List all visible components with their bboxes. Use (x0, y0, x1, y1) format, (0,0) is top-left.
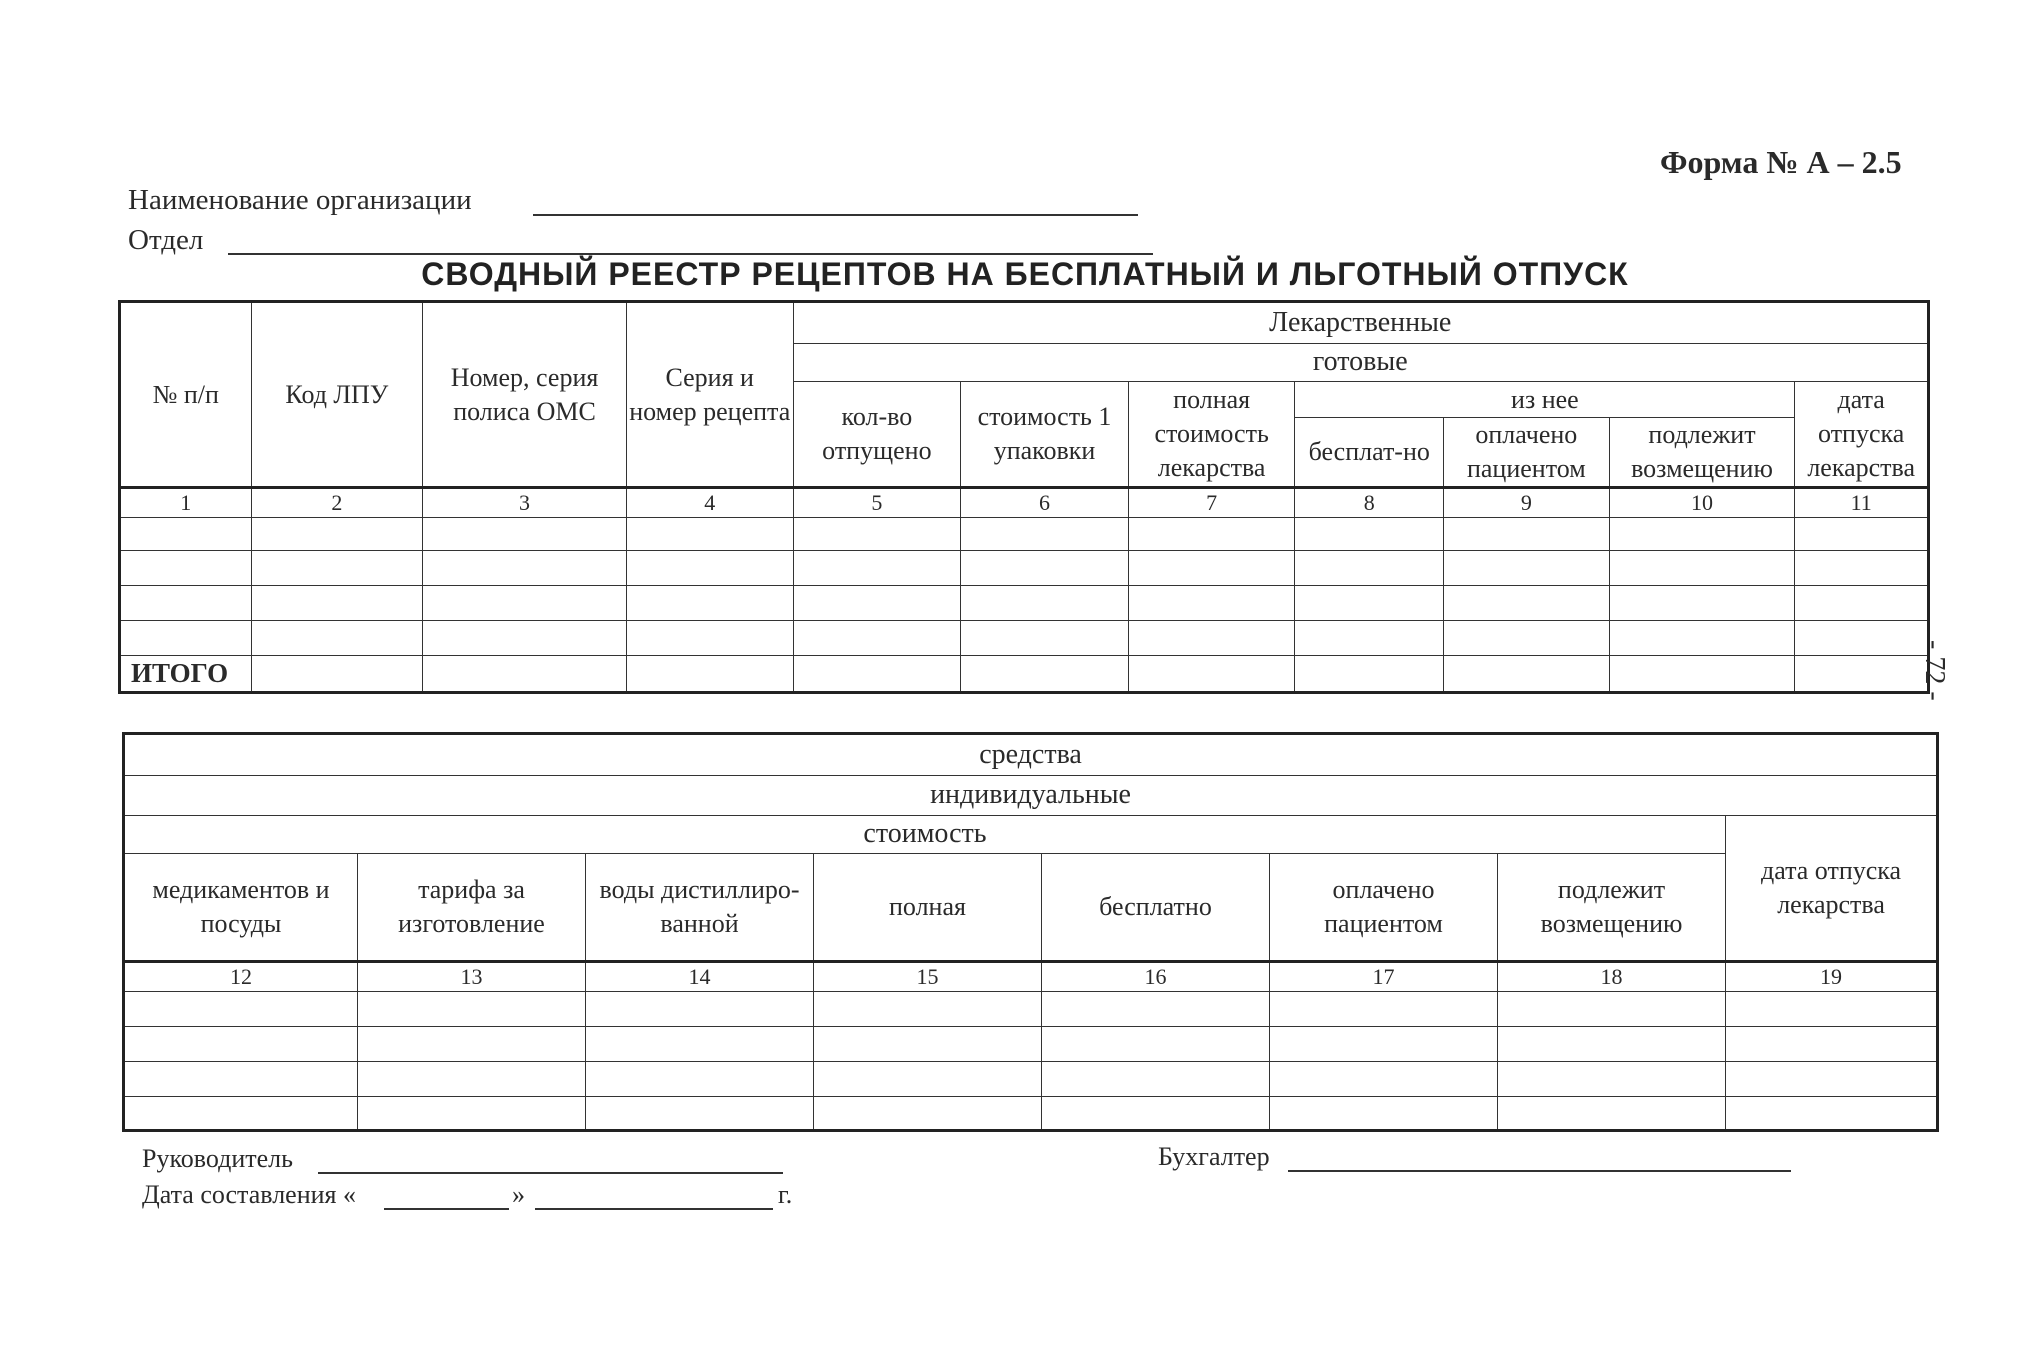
col-policy-header: Номер, серия полиса ОМС (423, 302, 627, 488)
table-row[interactable] (124, 1097, 1938, 1131)
col-num-7: 7 (1128, 488, 1295, 518)
org-field-line[interactable] (533, 214, 1138, 216)
group-means-header: средства (124, 734, 1938, 776)
table-row[interactable] (124, 1027, 1938, 1062)
date-year-suffix: г. (778, 1180, 793, 1209)
col-refund-header: подлежит возмещению (1609, 418, 1795, 488)
col-num-11: 11 (1795, 488, 1929, 518)
org-label: Наименование организации (128, 184, 472, 216)
col-num-19: 19 (1726, 962, 1938, 992)
col-num-5: 5 (793, 488, 961, 518)
group-of-it-header: из нее (1295, 382, 1795, 418)
dept-label: Отдел (128, 224, 204, 256)
table-row[interactable] (124, 1062, 1938, 1097)
registry-table-upper (118, 300, 1930, 694)
group-ready-header: готовые (793, 344, 1928, 382)
group-individual-header: индивидуальные (124, 776, 1938, 816)
col-num-15: 15 (814, 962, 1042, 992)
table-row[interactable] (120, 518, 1929, 551)
manager-signature-line[interactable] (318, 1172, 783, 1174)
col-num-17: 17 (1270, 962, 1498, 992)
group-medicinal-header: Лекарственные (793, 302, 1928, 344)
table-row[interactable] (120, 551, 1929, 586)
col-num-9: 9 (1444, 488, 1610, 518)
col-num-10: 10 (1609, 488, 1795, 518)
dept-field-line[interactable] (228, 253, 1153, 255)
date-month-line[interactable] (535, 1208, 773, 1210)
date-day-line[interactable] (384, 1208, 509, 1210)
accountant-signature-line[interactable] (1288, 1170, 1791, 1172)
col-paid-header: оплачено пациентом (1444, 418, 1610, 488)
col-release-date-header-lower: дата отпуска лекарства (1726, 816, 1938, 962)
manager-label: Руководитель (142, 1144, 293, 1173)
col-paid-header-lower: оплачено пациентом (1270, 854, 1498, 962)
col-qty-header: кол-во отпущено (793, 382, 961, 488)
total-label: ИТОГО (120, 656, 252, 693)
col-num-18: 18 (1498, 962, 1726, 992)
col-num-4: 4 (626, 488, 793, 518)
registry-table-lower (122, 732, 1939, 1132)
col-number-header: № п/п (120, 302, 252, 488)
col-num-12: 12 (124, 962, 358, 992)
col-tariff-header: тарифа за изготовление (358, 854, 586, 962)
col-water-header: воды дистиллиро-ванной (586, 854, 814, 962)
col-unit-cost-header: стоимость 1 упаковки (961, 382, 1129, 488)
total-row (120, 656, 1929, 693)
date-label: Дата составления « (142, 1180, 357, 1209)
col-full-cost-header: полная стоимость лекарства (1128, 382, 1295, 488)
col-medicines-header: медикаментов и посуды (124, 854, 358, 962)
group-cost-header: стоимость (124, 816, 1726, 854)
date-quote-close: » (512, 1180, 525, 1209)
form-number: Форма № А – 2.5 (1660, 144, 1902, 180)
col-lpu-header: Код ЛПУ (251, 302, 423, 488)
col-num-16: 16 (1042, 962, 1270, 992)
table-row[interactable] (120, 621, 1929, 656)
col-full-header: полная (814, 854, 1042, 962)
col-refund-header-lower: подлежит возмещению (1498, 854, 1726, 962)
col-num-14: 14 (586, 962, 814, 992)
table-row[interactable] (120, 586, 1929, 621)
col-release-date-header: дата отпуска лекарства (1795, 382, 1929, 488)
col-num-8: 8 (1295, 488, 1444, 518)
col-num-2: 2 (251, 488, 423, 518)
col-num-6: 6 (961, 488, 1129, 518)
col-num-1: 1 (120, 488, 252, 518)
col-free-header-lower: бесплатно (1042, 854, 1270, 962)
table-row[interactable] (124, 992, 1938, 1027)
registry-title: СВОДНЫЙ РЕЕСТР РЕЦЕПТОВ НА БЕСПЛАТНЫЙ И ЛЬГОТНЫЙ ОТПУСК (421, 256, 1629, 292)
col-num-13: 13 (358, 962, 586, 992)
col-free-header: бесплат-но (1295, 418, 1444, 488)
col-recipe-header: Серия и номер рецепта (626, 302, 793, 488)
accountant-label: Бухгалтер (1158, 1142, 1270, 1171)
page-number: - 72 - (1919, 640, 1950, 701)
col-num-3: 3 (423, 488, 627, 518)
